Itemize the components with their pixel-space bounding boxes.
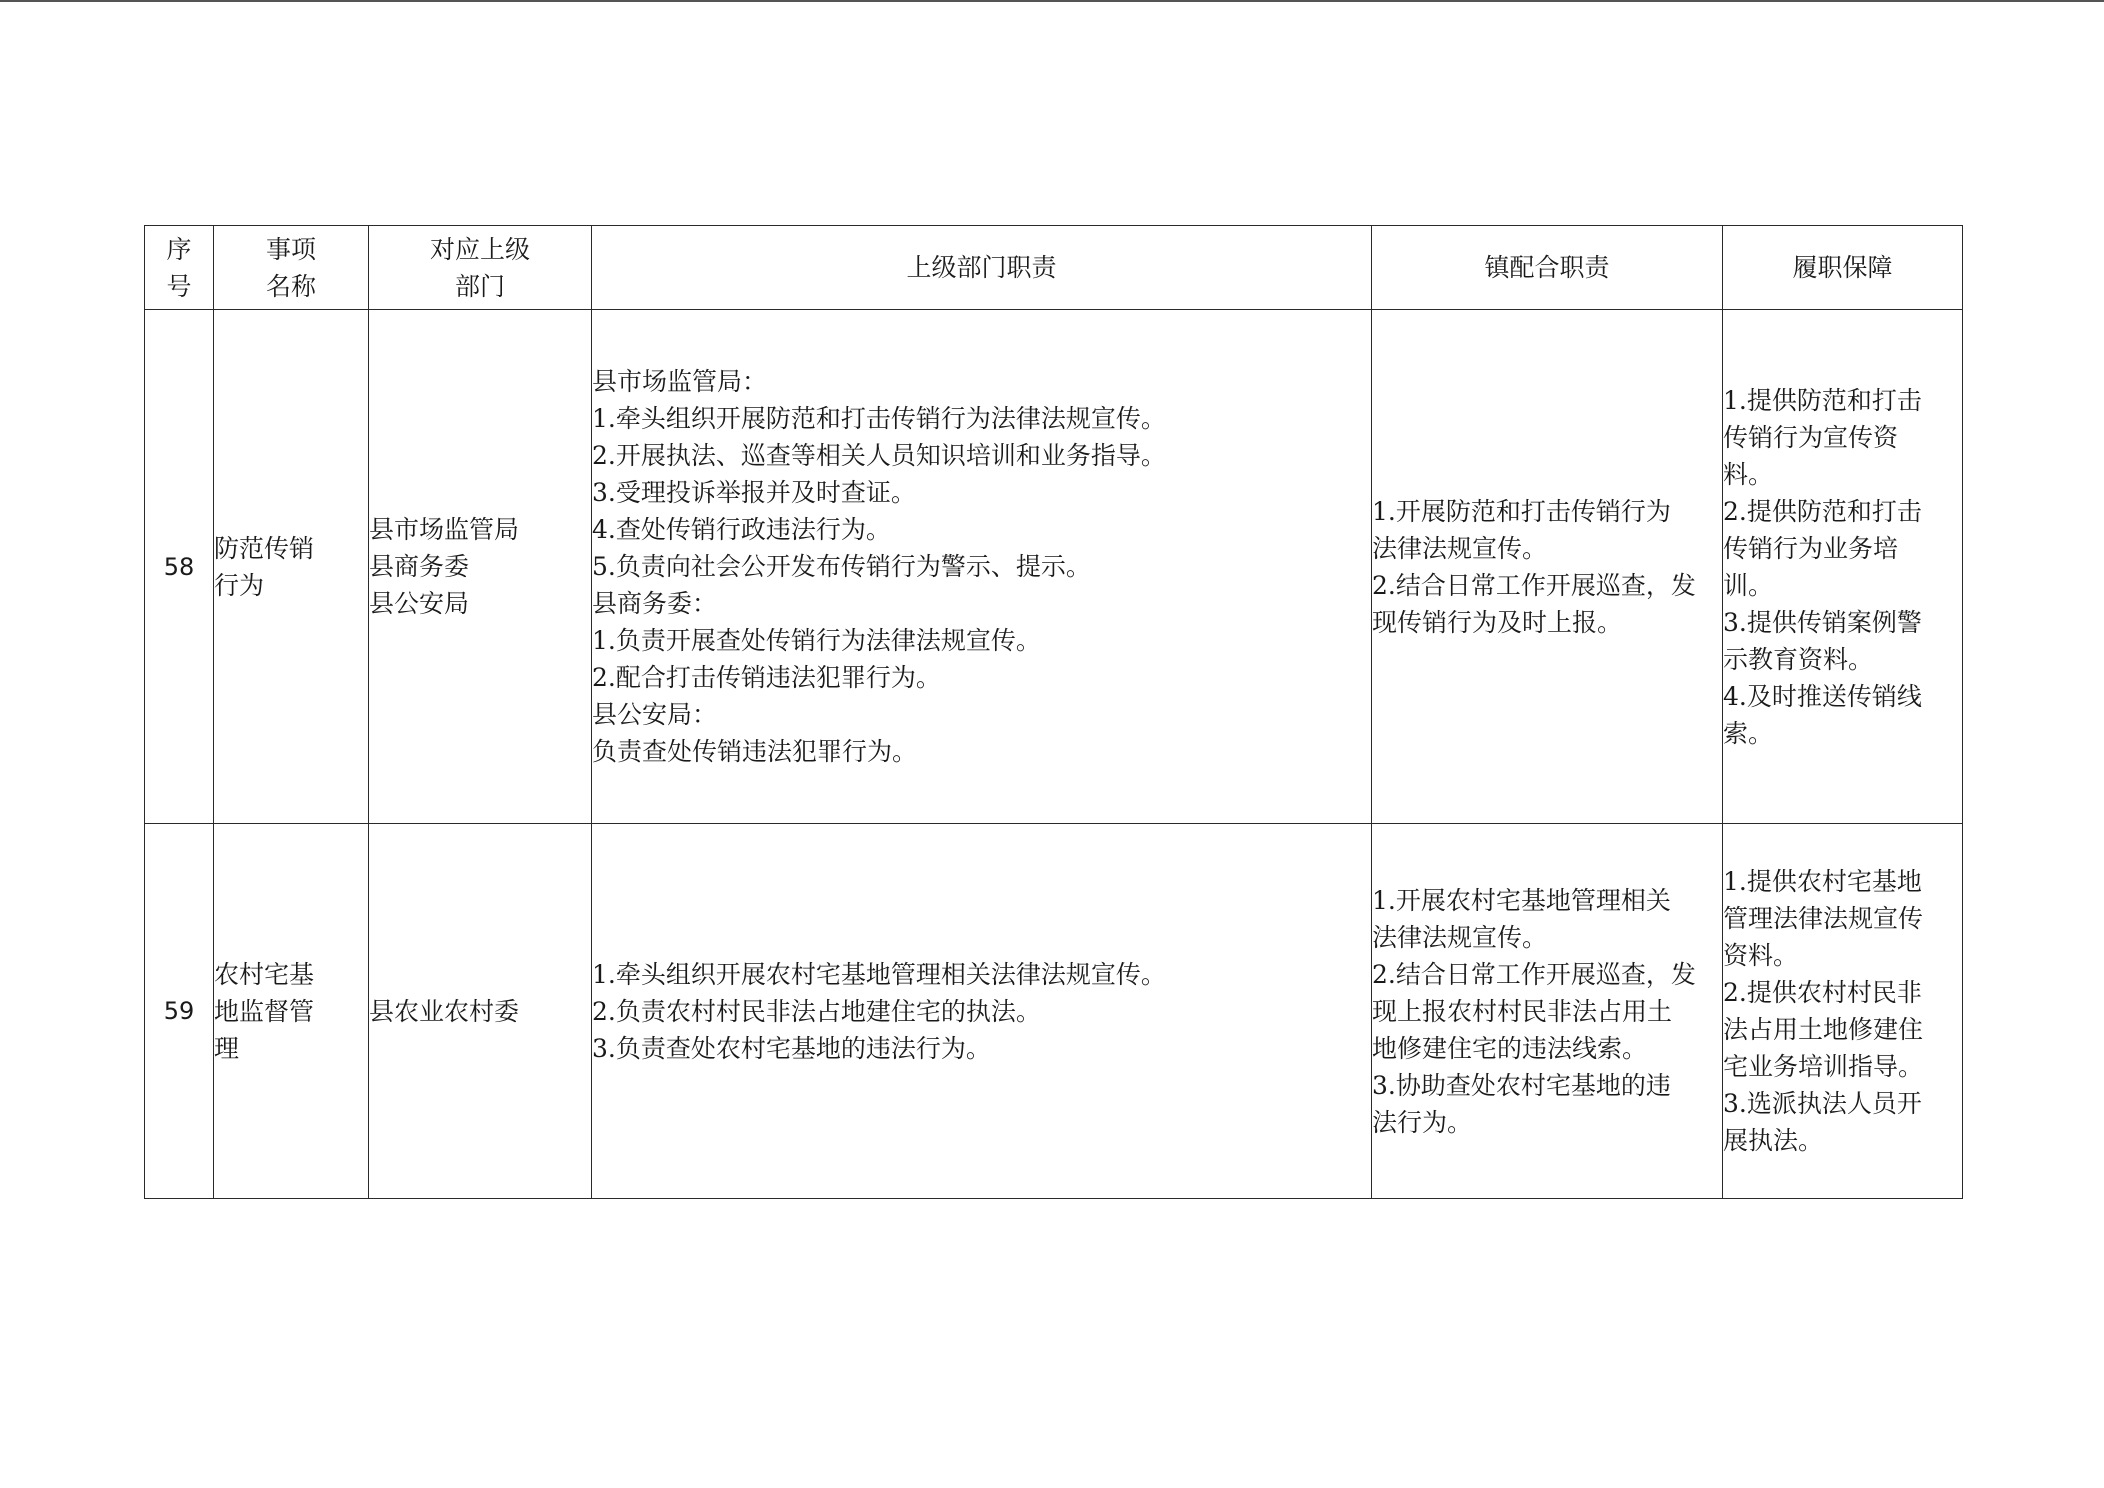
duty-table — [144, 225, 1963, 1199]
item-name: 防范传销 行为 — [214, 533, 315, 600]
guarantee-text: 1.提供农村宅基地 管理法律法规宣传 资料。 2.提供农村村民非 法占用土地修建住 宅业务培训指导。 3.选派执法人员开 展执法。 — [1723, 867, 1924, 1155]
header-upper-duty — [592, 226, 1372, 310]
cell-dept — [369, 310, 592, 824]
cell-no — [145, 310, 214, 824]
guarantee-text: 1.提供防范和打击 传销行为宣传资 料。 2.提供防范和打击 传销行为业务培 训。 3.提供传销案例警 示教育资料。 4.及时推送传销线 索。 — [1723, 385, 1922, 748]
header-town-duty — [1372, 226, 1723, 310]
header-item — [214, 226, 369, 310]
town-duty-text: 1.开展防范和打击传销行为 法律法规宣传。 2.结合日常工作开展巡查，发 现传销行为及时上报。 — [1372, 496, 1696, 637]
header-dept-label: 对应上级 部门 — [429, 234, 530, 301]
town-duty-text: 1.开展农村宅基地管理相关 法律法规宣传。 2.结合日常工作开展巡查，发 现上报农村村民非法占用土 地修建住宅的违法线索。 3.协助查处农村宅基地的违 法行为。 — [1372, 885, 1696, 1137]
header-dept — [369, 226, 592, 310]
department-list: 县市场监管局 县商务委 县公安局 — [369, 515, 520, 618]
table-body — [145, 310, 1963, 1199]
cell-upper-duty — [592, 824, 1372, 1199]
cell-guarantee — [1723, 310, 1963, 824]
department-list: 县农业农村委 — [369, 996, 520, 1026]
cell-upper-duty — [592, 310, 1372, 824]
header-no — [145, 226, 214, 310]
item-name: 农村宅基 地监督管 理 — [214, 959, 315, 1063]
table-row — [145, 310, 1963, 824]
cell-item — [214, 310, 369, 824]
header-town-duty-label: 镇配合职责 — [1484, 253, 1610, 282]
upper-duty-text: 县市场监管局： 1.牵头组织开展防范和打击传销行为法律法规宣传。 2.开展执法、巡查等相关人员知识培训和业务指导。 3.受理投诉举报并及时查证。 4.查处传销行政违法行为。 5.负责向社会公开发布传销行为警示、提示。 县商务委： 1.负责开展查处传销行为法律法规宣传。 2.配合打击传销违法犯罪行为。 县公安局： 负责查处传销违法犯罪行为。 — [592, 367, 1166, 766]
table-row — [145, 824, 1963, 1199]
table-header — [145, 226, 1963, 310]
header-no-label: 序 号 — [166, 234, 192, 301]
cell-town-duty — [1372, 824, 1723, 1199]
cell-item — [214, 824, 369, 1199]
cell-guarantee — [1723, 824, 1963, 1199]
header-upper-duty-label: 上级部门职责 — [906, 253, 1057, 282]
header-row — [145, 226, 1963, 310]
header-guarantee-label: 履职保障 — [1792, 253, 1893, 282]
upper-duty-text: 1.牵头组织开展农村宅基地管理相关法律法规宣传。 2.负责农村村民非法占地建住宅的执法。 3.负责查处农村宅基地的违法行为。 — [592, 959, 1166, 1063]
row-number: 59 — [163, 997, 195, 1025]
cell-no — [145, 824, 214, 1199]
cell-dept — [369, 824, 592, 1199]
header-guarantee — [1723, 226, 1963, 310]
cell-town-duty — [1372, 310, 1723, 824]
page-top-rule — [0, 0, 2104, 2]
header-item-label: 事项 名称 — [265, 234, 316, 301]
row-number: 58 — [163, 552, 195, 581]
